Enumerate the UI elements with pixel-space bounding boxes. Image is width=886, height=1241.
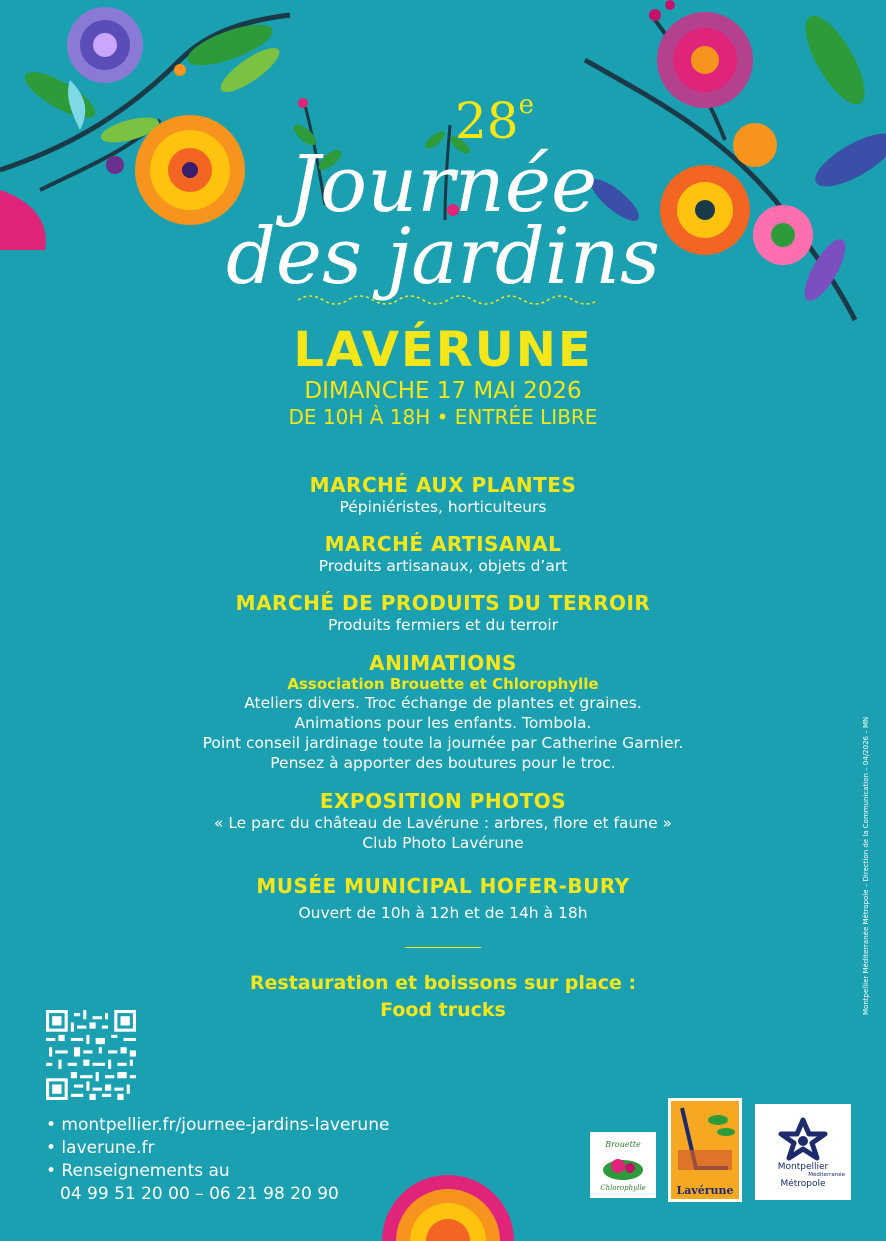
- flower-decoration-bottom-icon: [378, 1165, 518, 1241]
- laverune-logo-text: Lavérune: [676, 1184, 734, 1197]
- metropole-text-2: Méditerranée: [808, 1172, 845, 1178]
- section-line: Club Photo Lavérune: [362, 834, 524, 852]
- divider: [405, 947, 481, 948]
- phone-numbers: 04 99 51 20 00 – 06 21 98 20 90: [60, 1184, 339, 1204]
- brouette-logo-text-2: Chlorophylle: [600, 1184, 646, 1192]
- section-line: Ateliers divers. Troc échange de plantes et graines.: [244, 694, 642, 712]
- section-terroir: [0, 591, 886, 635]
- link-montpellier[interactable]: • montpellier.fr/journee-jardins-laverune: [46, 1115, 390, 1135]
- section-line: Produits artisanaux, objets d’art: [318, 557, 568, 575]
- section-crafts: [0, 532, 886, 576]
- metropole-text-3: Métropole: [780, 1179, 826, 1189]
- info-label: • Renseignements au: [46, 1161, 230, 1181]
- metropole-text-1: Montpellier: [777, 1162, 829, 1172]
- qr-code-icon[interactable]: [46, 1010, 136, 1100]
- brouette-logo-text-1: Brouette: [605, 1140, 641, 1149]
- section-plants: [0, 473, 886, 517]
- food-line-2: Food trucks: [380, 999, 506, 1021]
- section-museum: [0, 874, 886, 923]
- metropole-logo: [755, 1104, 851, 1200]
- title-line-2: des jardins: [225, 212, 661, 302]
- section-line: Pensez à apporter des boutures pour le troc.: [270, 754, 616, 772]
- event-date: DIMANCHE 17 MAI 2026: [304, 378, 582, 404]
- title-line-1: Journée: [288, 140, 598, 230]
- town-name: LAVÉRUNE: [293, 322, 593, 378]
- section-title: ANIMATIONS: [369, 651, 517, 675]
- brouette-logo: [590, 1132, 656, 1198]
- section-line: Produits fermiers et du terroir: [327, 616, 559, 634]
- section-line: Pépiniéristes, horticulteurs: [339, 498, 547, 516]
- section-title: MARCHÉ ARTISANAL: [324, 532, 562, 556]
- sidebar-credit: Montpellier Méditerranée Métropole – Direction de la Communication – 04/2026 – MN: [862, 716, 870, 1015]
- contact-block: [46, 1114, 389, 1206]
- section-title: MARCHÉ AUX PLANTES: [309, 473, 577, 497]
- section-subtitle: Association Brouette et Chlorophylle: [287, 675, 599, 693]
- event-hours: DE 10H À 18H • ENTRÉE LIBRE: [288, 405, 598, 429]
- link-laverune[interactable]: • laverune.fr: [46, 1138, 155, 1158]
- food-line-1: Restauration et boissons sur place :: [249, 972, 637, 994]
- section-title: MUSÉE MUNICIPAL HOFER-BURY: [256, 874, 630, 898]
- laverune-logo: [668, 1098, 742, 1202]
- section-line: « Le parc du château de Lavérune : arbres, flore et faune »: [213, 814, 673, 832]
- wavy-divider: [298, 292, 598, 308]
- section-line: Ouvert de 10h à 12h et de 14h à 18h: [298, 904, 588, 922]
- section-title: MARCHÉ DE PRODUITS DU TERROIR: [235, 591, 651, 615]
- section-title: EXPOSITION PHOTOS: [319, 789, 567, 813]
- section-exhibition: [0, 789, 886, 853]
- section-animations: [0, 651, 886, 773]
- edition-number: 28e: [455, 90, 535, 150]
- section-line: Animations pour les enfants. Tombola.: [294, 714, 592, 732]
- section-line: Point conseil jardinage toute la journée par Catherine Garnier.: [202, 734, 684, 752]
